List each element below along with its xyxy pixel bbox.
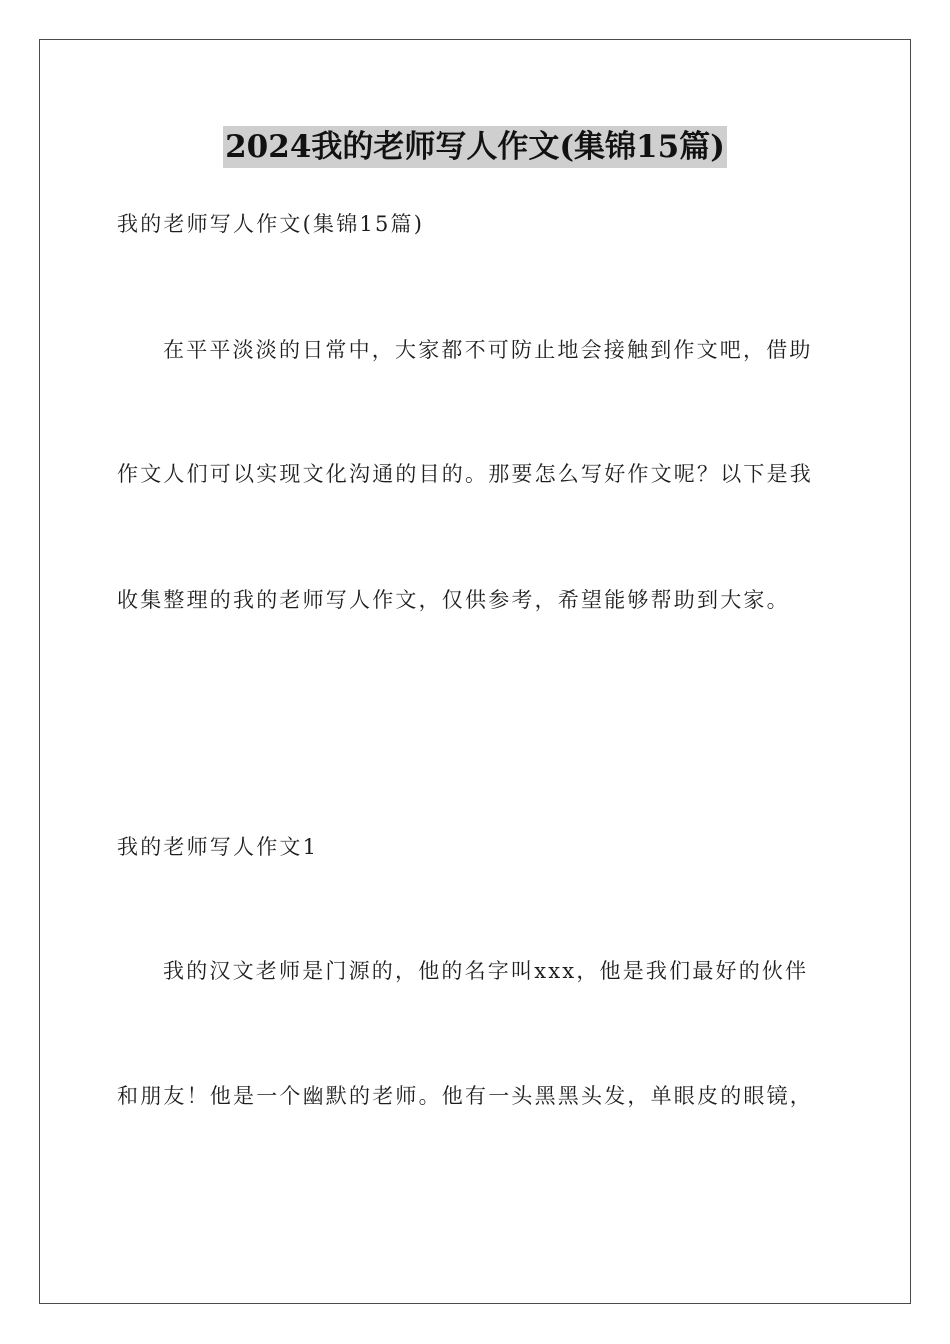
section-paragraph-line-2: 和朋友！他是一个幽默的老师。他有一头黑黑头发，单眼皮的眼镜， — [117, 1084, 813, 1108]
document-title: 2024我的老师写人作文(集锦15篇) — [223, 126, 727, 168]
section-paragraph-line-1: 我的汉文老师是门源的，他的名字叫xxx，他是我们最好的伙伴 — [163, 959, 809, 983]
section-heading: 我的老师写人作文1 — [117, 835, 319, 859]
intro-paragraph-line-1: 在平平淡淡的日常中，大家都不可防止地会接触到作文吧，借助 — [163, 338, 813, 362]
document-subtitle: 我的老师写人作文(集锦15篇) — [117, 212, 425, 236]
intro-paragraph-line-3: 收集整理的我的老师写人作文，仅供参考，希望能够帮助到大家。 — [117, 588, 790, 612]
title-container — [0, 126, 950, 168]
intro-paragraph-line-2: 作文人们可以实现文化沟通的目的。那要怎么写好作文呢？以下是我 — [117, 462, 813, 486]
